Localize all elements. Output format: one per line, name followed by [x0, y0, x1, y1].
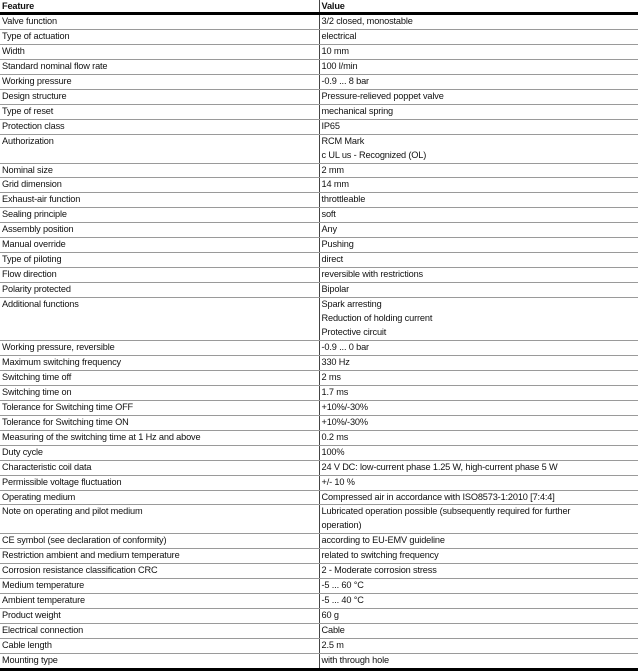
value-line: 2 - Moderate corrosion stress [321, 565, 437, 576]
table-row [0, 119, 638, 134]
feature-cell: Switching time on [0, 385, 319, 400]
value-cell [319, 609, 638, 624]
value-line: Any [321, 224, 337, 235]
value-line: 2.5 m [321, 640, 344, 651]
value-line: mechanical spring [321, 105, 393, 116]
value-cell [319, 223, 638, 238]
value-line: 3/2 closed, monostable [321, 16, 413, 26]
value-cell [319, 208, 638, 223]
value-cell [319, 475, 638, 490]
table-row [0, 238, 638, 253]
value-line: 0.2 ms [321, 431, 349, 442]
value-line: +10%/-30% [321, 401, 368, 412]
value-line: +/- 10 % [321, 476, 355, 487]
value-cell [319, 400, 638, 415]
feature-column-header: Feature [0, 0, 319, 14]
feature-cell: Working pressure [0, 74, 319, 89]
value-cell [319, 178, 638, 193]
feature-cell: Type of reset [0, 104, 319, 119]
feature-cell: Product weight [0, 609, 319, 624]
value-line: -0.9 ... 0 bar [321, 341, 369, 352]
value-cell [319, 430, 638, 445]
value-cell [319, 370, 638, 385]
value-line: RCM Mark [321, 135, 365, 146]
table-row [0, 283, 638, 298]
feature-cell: Characteristic coil data [0, 460, 319, 475]
table-row [0, 208, 638, 223]
value-cell [319, 44, 638, 59]
table-row [0, 29, 638, 44]
feature-cell: Type of actuation [0, 29, 319, 44]
value-cell [319, 385, 638, 400]
table-row [0, 193, 638, 208]
value-cell [319, 298, 638, 341]
feature-cell: Operating medium [0, 490, 319, 505]
value-line: 1.7 ms [321, 386, 349, 397]
table-row [0, 415, 638, 430]
table-row [0, 178, 638, 193]
value-line: 10 mm [321, 45, 349, 56]
table-row [0, 370, 638, 385]
value-line: Lubricated operation possible (subsequently required for further [321, 506, 571, 517]
value-line: -5 ... 40 °C [321, 595, 364, 606]
value-cell [319, 193, 638, 208]
value-cell [319, 74, 638, 89]
value-line: 330 Hz [321, 356, 350, 367]
feature-cell: Duty cycle [0, 445, 319, 460]
feature-cell: Ambient temperature [0, 594, 319, 609]
table-row [0, 223, 638, 238]
value-line: 2 ms [321, 371, 341, 382]
table-row [0, 355, 638, 370]
value-cell [319, 253, 638, 268]
table-row [0, 490, 638, 505]
value-cell [319, 445, 638, 460]
feature-cell: Grid dimension [0, 178, 319, 193]
table-row [0, 445, 638, 460]
value-cell [319, 14, 638, 30]
value-cell [319, 460, 638, 475]
table-row [0, 298, 638, 341]
feature-cell: Measuring of the switching time at 1 Hz and above [0, 430, 319, 445]
value-line: Reduction of holding current [321, 313, 433, 324]
table-row [0, 134, 638, 163]
value-cell [319, 119, 638, 134]
table-row [0, 340, 638, 355]
value-cell [319, 355, 638, 370]
value-cell [319, 163, 638, 178]
value-cell [319, 134, 638, 163]
value-line: Pressure-relieved poppet valve [321, 90, 444, 101]
value-cell [319, 89, 638, 104]
value-line: according to EU-EMV guideline [321, 535, 445, 546]
value-line: related to switching frequency [321, 550, 439, 561]
feature-cell: Polarity protected [0, 283, 319, 298]
feature-cell: Restriction ambient and medium temperature [0, 549, 319, 564]
table-row [0, 460, 638, 475]
feature-cell: Working pressure, reversible [0, 340, 319, 355]
value-line: direct [321, 254, 344, 265]
value-line: 100 l/min [321, 60, 358, 71]
table-row [0, 430, 638, 445]
feature-cell: Design structure [0, 89, 319, 104]
value-cell [319, 283, 638, 298]
feature-cell: Tolerance for Switching time ON [0, 415, 319, 430]
feature-cell: Flow direction [0, 268, 319, 283]
table-row [0, 609, 638, 624]
value-line: Compressed air in accordance with ISO8573-1:2010 [7:4:4] [321, 491, 555, 502]
feature-cell: Electrical connection [0, 624, 319, 639]
value-line: -5 ... 60 °C [321, 580, 364, 591]
value-cell [319, 340, 638, 355]
table-row [0, 104, 638, 119]
value-line: -0.9 ... 8 bar [321, 75, 369, 86]
value-line: soft [321, 209, 336, 220]
value-line: Spark arresting [321, 299, 382, 310]
table-row [0, 163, 638, 178]
feature-cell: Authorization [0, 134, 319, 163]
table-row [0, 624, 638, 639]
value-line: throttleable [321, 194, 366, 205]
value-line: Cable [321, 625, 345, 636]
value-cell [319, 579, 638, 594]
value-cell [319, 490, 638, 505]
feature-cell: Standard nominal flow rate [0, 59, 319, 74]
value-cell [319, 564, 638, 579]
feature-cell: Corrosion resistance classification CRC [0, 564, 319, 579]
feature-cell: Switching time off [0, 370, 319, 385]
feature-cell: Width [0, 44, 319, 59]
value-cell [319, 505, 638, 534]
feature-cell: Nominal size [0, 163, 319, 178]
value-line: IP65 [321, 120, 340, 131]
table-row [0, 579, 638, 594]
feature-cell: Manual override [0, 238, 319, 253]
value-line: 60 g [321, 610, 339, 621]
value-cell [319, 268, 638, 283]
feature-cell: Maximum switching frequency [0, 355, 319, 370]
table-row [0, 385, 638, 400]
table-row [0, 505, 638, 534]
table-row [0, 14, 638, 30]
table-row [0, 534, 638, 549]
value-cell [319, 653, 638, 669]
value-line: Bipolar [321, 284, 350, 295]
table-row [0, 253, 638, 268]
value-line: Pushing [321, 239, 354, 250]
value-line: with through hole [321, 654, 389, 665]
value-cell [319, 29, 638, 44]
table-header-row [0, 0, 638, 14]
feature-cell: Sealing principle [0, 208, 319, 223]
feature-cell: Cable length [0, 639, 319, 654]
value-cell [319, 534, 638, 549]
table-row [0, 639, 638, 654]
value-line: 2 mm [321, 164, 344, 175]
table-row [0, 564, 638, 579]
table-body [0, 14, 638, 670]
feature-cell: Valve function [0, 14, 319, 30]
value-line: operation) [321, 520, 362, 531]
table-row [0, 44, 638, 59]
value-cell [319, 594, 638, 609]
feature-cell: Exhaust-air function [0, 193, 319, 208]
table-row [0, 594, 638, 609]
feature-cell: Assembly position [0, 223, 319, 238]
value-line: Protective circuit [321, 327, 387, 338]
table-row [0, 400, 638, 415]
value-cell [319, 104, 638, 119]
feature-cell: Note on operating and pilot medium [0, 505, 319, 534]
value-line: electrical [321, 30, 357, 41]
value-line: 24 V DC: low-current phase 1.25 W, high-current phase 5 W [321, 461, 558, 472]
table-row [0, 268, 638, 283]
table-row [0, 475, 638, 490]
value-cell [319, 639, 638, 654]
table-row [0, 59, 638, 74]
feature-cell: Medium temperature [0, 579, 319, 594]
feature-cell: Protection class [0, 119, 319, 134]
feature-cell: Mounting type [0, 653, 319, 669]
value-line: +10%/-30% [321, 416, 368, 427]
value-cell [319, 624, 638, 639]
value-cell [319, 549, 638, 564]
feature-cell: CE symbol (see declaration of conformity) [0, 534, 319, 549]
value-cell [319, 238, 638, 253]
feature-cell: Additional functions [0, 298, 319, 341]
value-cell [319, 59, 638, 74]
feature-cell: Type of piloting [0, 253, 319, 268]
feature-cell: Permissible voltage fluctuation [0, 475, 319, 490]
table-row [0, 653, 638, 669]
value-line: 100% [321, 446, 345, 457]
value-cell [319, 415, 638, 430]
table-row [0, 74, 638, 89]
feature-cell: Tolerance for Switching time OFF [0, 400, 319, 415]
table-row [0, 89, 638, 104]
value-column-header: Value [319, 0, 638, 14]
value-line: reversible with restrictions [321, 269, 423, 280]
value-line: c UL us - Recognized (OL) [321, 149, 427, 160]
table-row [0, 549, 638, 564]
value-line: 14 mm [321, 179, 349, 190]
